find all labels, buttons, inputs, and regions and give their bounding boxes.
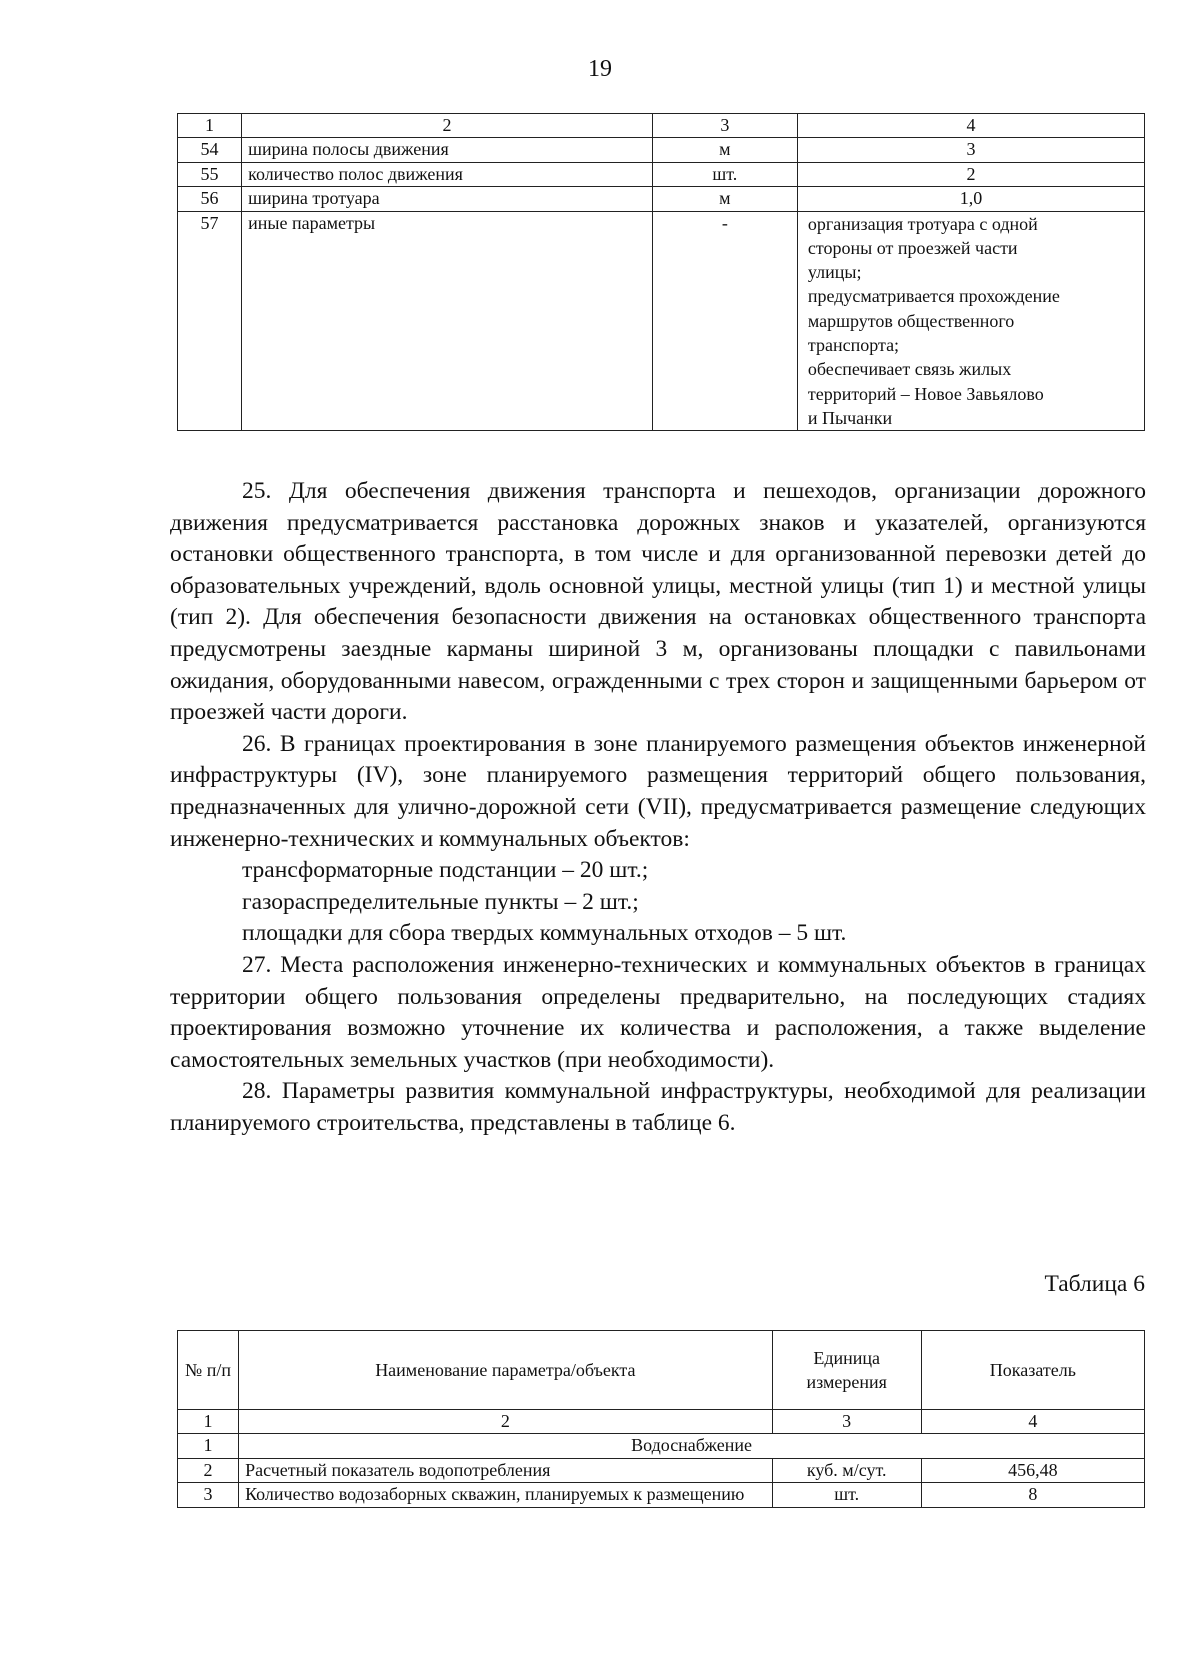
value-line: территорий – Новое Завьялово (807, 383, 1044, 404)
parameter-name: ширина тротуара (242, 187, 653, 211)
parameter-name: иные параметры (242, 211, 653, 431)
parameter-name: ширина полосы движения (242, 138, 653, 162)
value-line: транспорта; (807, 335, 900, 356)
header-number: № п/п (178, 1331, 239, 1410)
value-multiline (797, 211, 1144, 431)
list-item: трансформаторные подстанции – 20 шт.; (242, 857, 649, 884)
unit: шт. (652, 162, 797, 186)
value-line: предусматривается прохождение (807, 286, 1060, 307)
header-name: Наименование параметра/объекта (239, 1331, 773, 1410)
value: 456,48 (921, 1458, 1144, 1482)
column-number: 4 (921, 1410, 1144, 1434)
value-line: и Пычанки (807, 407, 893, 428)
table-section-row (178, 1434, 1145, 1458)
list-item: площадки для сбора твердых коммунальных отходов – 5 шт. (242, 920, 847, 947)
paragraph-27: 27. Места расположения инженерно-технических и коммунальных объектов в границах территории общего пользования определены предварительно, на последующих стадиях проектирования возможно уточнение их количества и расположения, а также выделение самостоятельных земельных участков (при необходимости). (170, 951, 1146, 1073)
row-number: 55 (178, 162, 242, 186)
column-number: 1 (178, 114, 242, 138)
table-column-number-row (178, 1410, 1145, 1434)
value: 3 (797, 138, 1144, 162)
unit: м (652, 187, 797, 211)
column-number: 3 (772, 1410, 921, 1434)
parameter-name: количество полос движения (242, 162, 653, 186)
utility-parameters-table (177, 1330, 1145, 1508)
unit: м (652, 138, 797, 162)
value-line: маршрутов общественного (807, 310, 1015, 331)
parameters-table-continued (177, 113, 1145, 431)
row-number: 54 (178, 138, 242, 162)
parameter-name: Количество водозаборных скважин, планируемых к размещению (239, 1483, 773, 1507)
table-row (178, 138, 1145, 162)
table-row (178, 211, 1145, 431)
list-item: газораспределительные пункты – 2 шт.; (242, 888, 639, 915)
column-number: 1 (178, 1410, 239, 1434)
row-number: 2 (178, 1458, 239, 1482)
page-number: 19 (588, 56, 612, 82)
value-line: улицы; (807, 262, 862, 283)
table-caption: Таблица 6 (1044, 1271, 1145, 1297)
unit: - (652, 211, 797, 431)
section-title: Водоснабжение (239, 1434, 1145, 1458)
value: 8 (921, 1483, 1144, 1507)
unit: шт. (772, 1483, 921, 1507)
row-number: 57 (178, 211, 242, 431)
header-value: Показатель (921, 1331, 1144, 1410)
document-body (170, 476, 1146, 1139)
row-number: 3 (178, 1483, 239, 1507)
column-number: 2 (242, 114, 653, 138)
value: 1,0 (797, 187, 1144, 211)
column-number: 2 (239, 1410, 773, 1434)
header-unit: Единица измерения (772, 1331, 921, 1410)
column-number: 3 (652, 114, 797, 138)
table-row (178, 162, 1145, 186)
table-row (178, 1458, 1145, 1482)
value-line: обеспечивает связь жилых (807, 359, 1012, 380)
value-line: стороны от проезжей части (807, 237, 1018, 258)
row-number: 56 (178, 187, 242, 211)
table-row (178, 1483, 1145, 1507)
paragraph-28: 28. Параметры развития коммунальной инфраструктуры, необходимой для реализации планируемого строительства, представлены в таблице 6. (170, 1078, 1146, 1136)
column-number: 4 (797, 114, 1144, 138)
table-column-number-row (178, 114, 1145, 138)
value-line: организация тротуара с одной (807, 213, 1038, 234)
value: 2 (797, 162, 1144, 186)
paragraph-26: 26. В границах проектирования в зоне планируемого размещения объектов инженерной инфраструктуры (IV), зоне планируемого размещения территорий общего пользования, предназначенных для улично-дорожной сети (VII), предусматривается размещение следующих инженерно-технических и коммунальных объектов: (170, 730, 1146, 852)
parameter-name: Расчетный показатель водопотребления (239, 1458, 773, 1482)
table-row (178, 187, 1145, 211)
row-number: 1 (178, 1434, 239, 1458)
paragraph-25: 25. Для обеспечения движения транспорта и пешеходов, организации дорожного движения предусматривается расстановка дорожных знаков и указателей, организуются остановки общественного транспорта, в том числе и для организованной перевозки детей до образовательных учреждений, вдоль основной улицы, местной улицы (тип 1) и местной улицы (тип 2). Для обеспечения безопасности движения на остановках общественного транспорта предусмотрены заездные карманы шириной 3 м, организованы площадки с павильонами ожидания, оборудованными навесом, огражденными с трех сторон и защищенными барьером от проезжей части дороги. (170, 478, 1146, 726)
unit: куб. м/сут. (772, 1458, 921, 1482)
table-header-row (178, 1331, 1145, 1410)
